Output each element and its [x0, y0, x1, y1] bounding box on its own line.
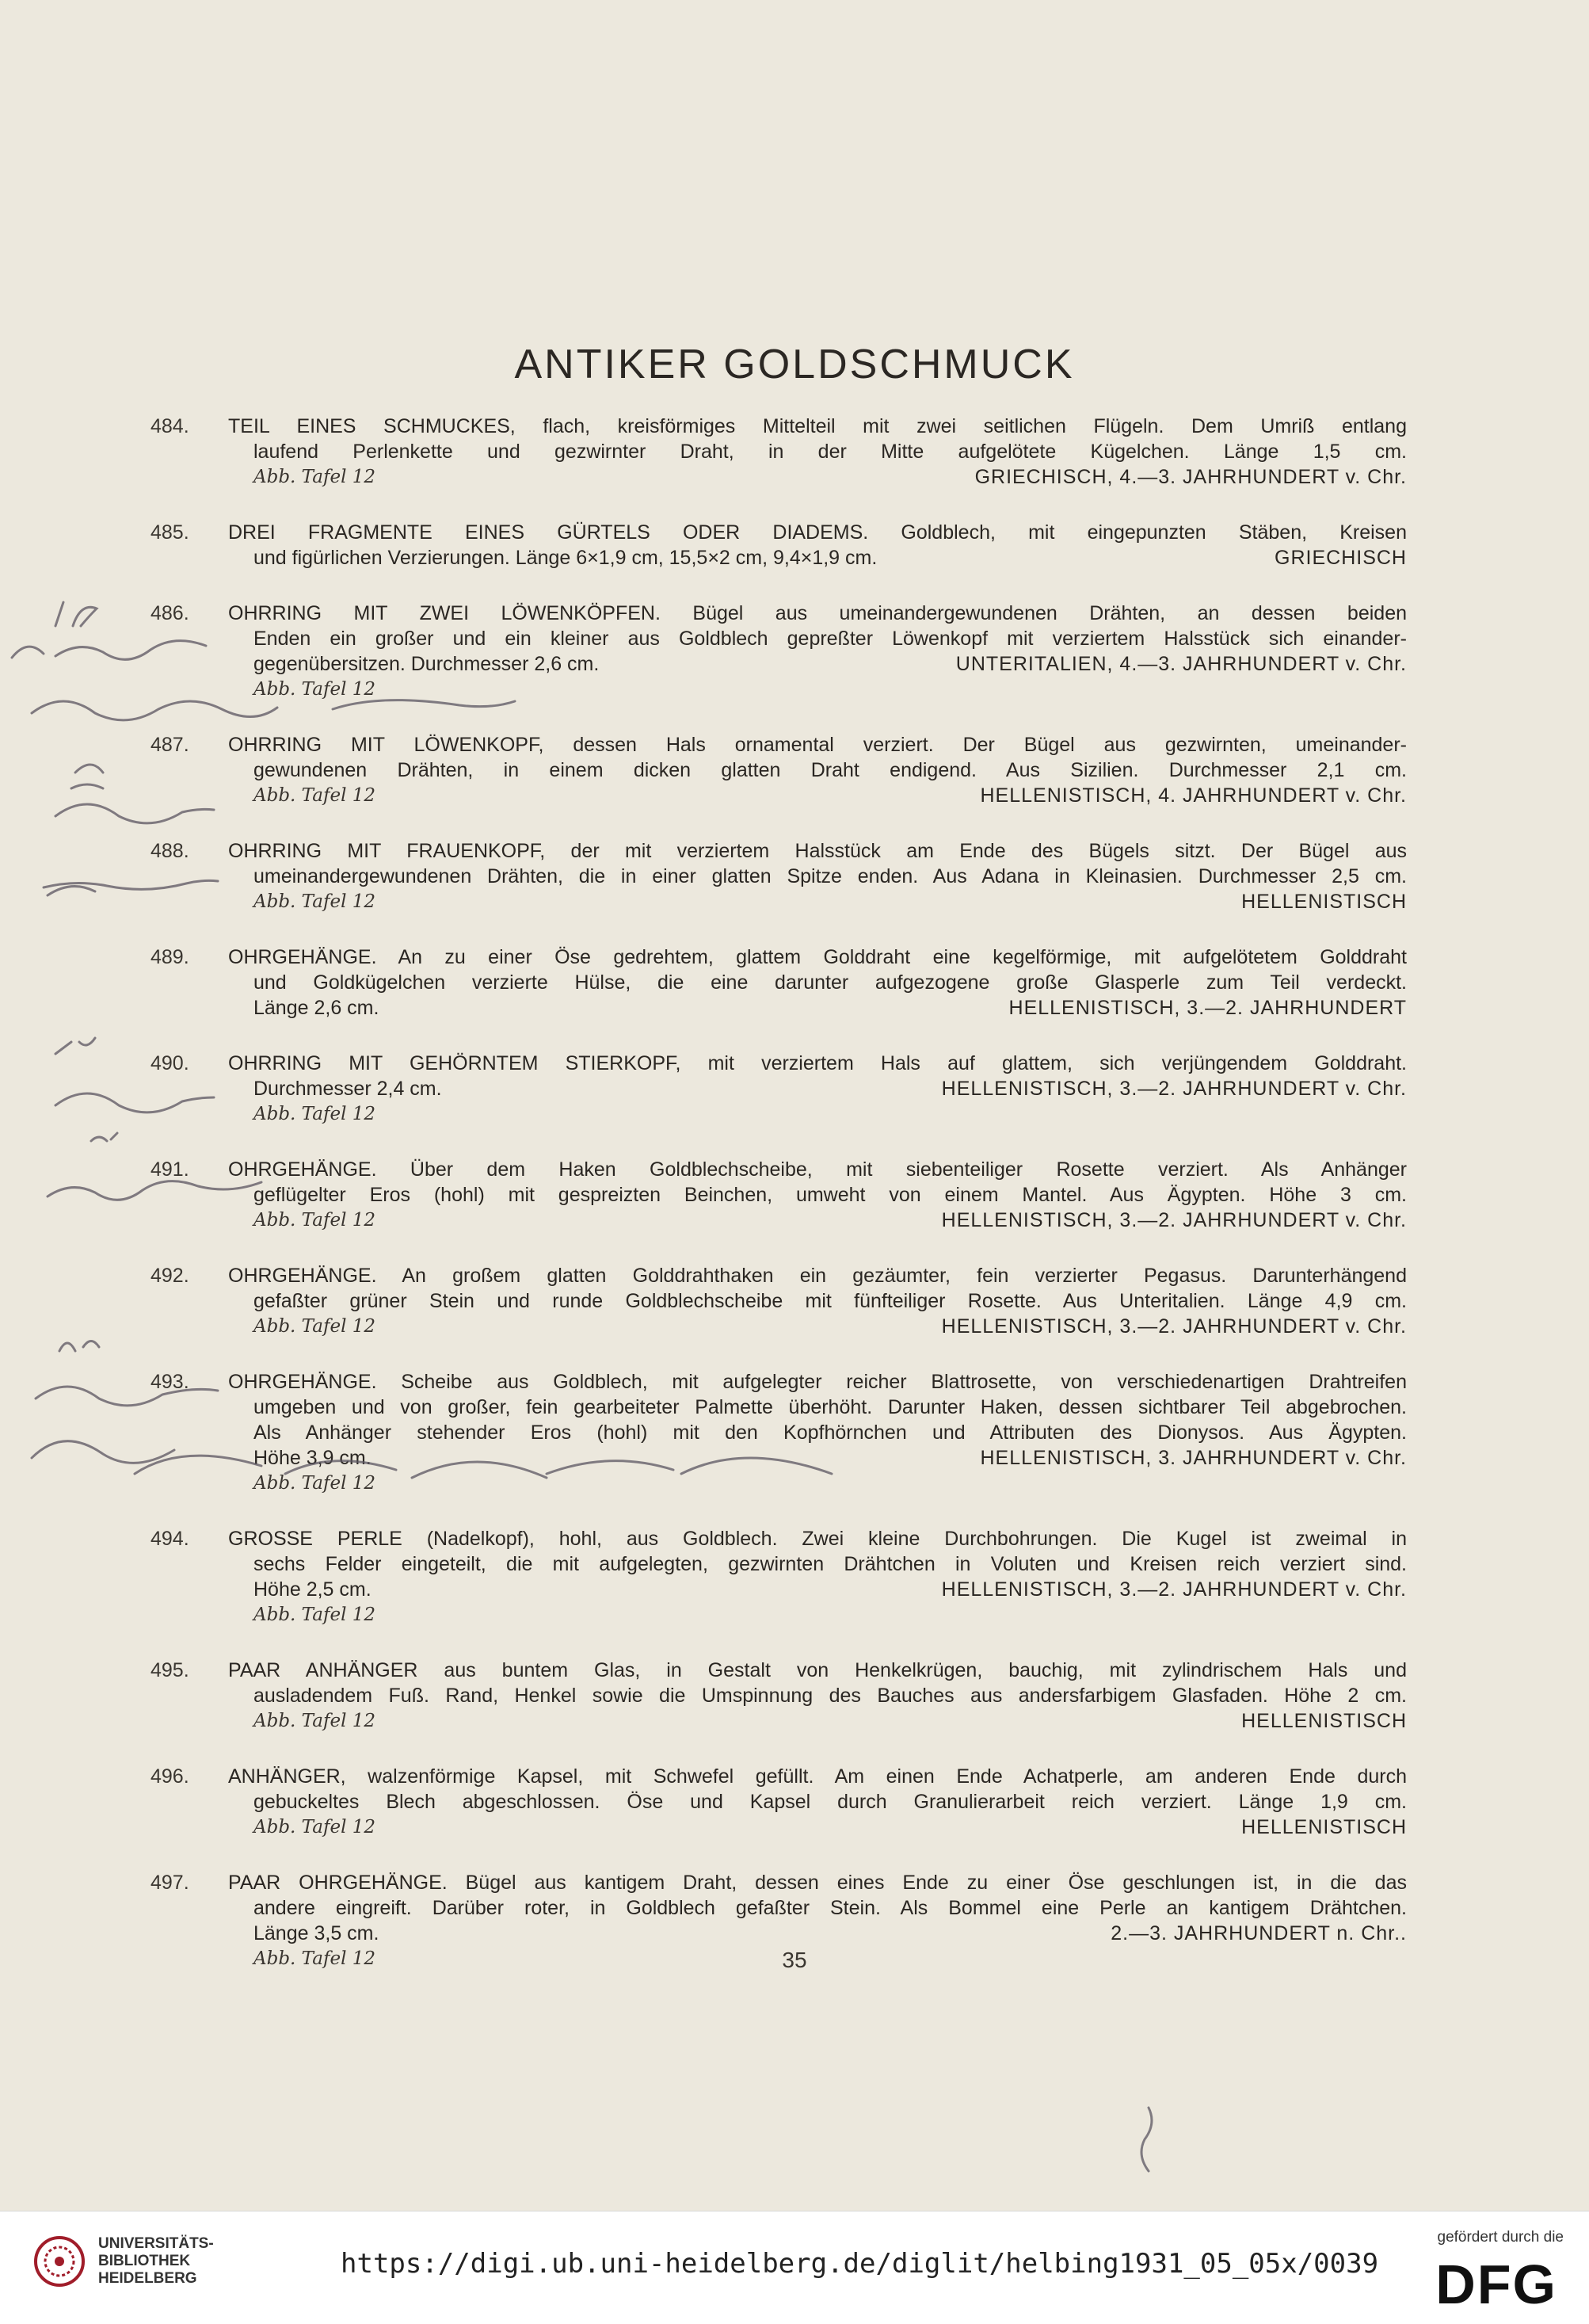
entry-description-text: und Goldkügelchen verzierte Hülse, die eine darunter aufgezogene große Glasperle zum Teil verdeckt.: [253, 971, 1407, 994]
entry-description-text: Enden ein großer und ein kleiner aus Goldblech gepreßter Löwenkopf mit verziertem Halsstück sich einander-: [253, 628, 1407, 650]
entry-origin: UNTERITALIEN, 4.—3. JAHRHUNDERT v. Chr.: [955, 653, 1407, 675]
entry-measurement-text: gegenübersitzen. Durchmesser 2,6 cm.: [253, 653, 600, 675]
entry-origin-row: [151, 1076, 1410, 1101]
entry-description-text: andere eingreift. Darüber roter, in Goldblech gefaßter Stein. Als Bommel eine Perle an kantigem Drähtchen.: [253, 1897, 1407, 1919]
entry-origin: HELLENISTISCH, 4. JAHRHUNDERT v. Chr.: [980, 784, 1407, 807]
entry-line: [151, 626, 1410, 651]
entry-number: 492.: [151, 1265, 189, 1287]
entry-description-text: gewundenen Drähten, in einem dicken glatten Draht endigend. Aus Sizilien. Durchmesser 2,1 cm.: [253, 759, 1407, 781]
entry-description-text: umeinandergewundenen Drähten, die in einer glatten Spitze enden. Aus Adana in Kleinasien. Durchmesser 2,5 cm.: [253, 865, 1407, 887]
plate-reference: Abb. Tafel 12: [253, 467, 376, 487]
entry-origin: HELLENISTISCH: [1241, 1710, 1407, 1732]
entry-plate-row: [151, 1101, 1410, 1127]
entry-number: 485.: [151, 521, 189, 544]
entry-line: [151, 1369, 1410, 1395]
entry-description-text: gebuckeltes Blech abgeschlossen. Öse und Kapsel durch Granulierarbeit reich verziert. Länge 1,9 cm.: [253, 1791, 1407, 1813]
entry-line: [151, 520, 1410, 545]
plate-reference: Abb. Tafel 12: [253, 891, 376, 912]
entry-heading-text: OHRRING MIT LÖWENKOPF, dessen Hals ornamental verziert. Der Bügel aus gezwirnten, umeinander-: [228, 734, 1407, 756]
page-number: 35: [782, 1948, 807, 1972]
entry-measurement-text: Durchmesser 2,4 cm.: [253, 1078, 442, 1100]
entry-origin: HELLENISTISCH, 3.—2. JAHRHUNDERT v. Chr.: [941, 1578, 1407, 1601]
plate-reference: Abb. Tafel 12: [253, 1711, 376, 1731]
entry-measurement-text: Höhe 2,5 cm.: [253, 1578, 372, 1601]
entry-line: [151, 414, 1410, 439]
plate-reference: Abb. Tafel 12: [253, 785, 376, 806]
entry-line: [151, 1051, 1410, 1076]
entry-origin: HELLENISTISCH: [1241, 1816, 1407, 1838]
entry-line: [151, 1658, 1410, 1683]
catalog-entry: [151, 1764, 1410, 1840]
entry-origin-row: [151, 1577, 1410, 1602]
entry-heading-text: OHRRING MIT GEHÖRNTEM STIERKOPF, mit verziertem Hals auf glattem, sich verjüngendem Golddraht.: [228, 1052, 1407, 1074]
plate-reference: Abb. Tafel 12: [253, 679, 376, 700]
entry-number: 496.: [151, 1765, 189, 1788]
entry-measurement-text: Höhe 3,9 cm.: [253, 1447, 372, 1469]
entry-origin-row: [151, 1445, 1410, 1471]
catalog-entry: [151, 601, 1410, 702]
entry-line: [151, 970, 1410, 995]
catalog-entry: [151, 1369, 1410, 1496]
entry-number: 494.: [151, 1528, 189, 1550]
funding-note: gefördert durch die: [1437, 2229, 1564, 2246]
entry-number: 490.: [151, 1052, 189, 1074]
catalog-entry: [151, 520, 1410, 571]
entry-line: [151, 1551, 1410, 1577]
entry-origin-row: [151, 651, 1410, 677]
library-name-line-3: HEIDELBERG: [98, 2270, 197, 2287]
entry-heading-text: ANHÄNGER, walzenförmige Kapsel, mit Schwefel gefüllt. Am einen Ende Achatperle, am anderen Ende durch: [228, 1765, 1407, 1788]
entry-measurement-text: und figürlichen Verzierungen. Länge 6×1,9 cm, 15,5×2 cm, 9,4×1,9 cm.: [253, 547, 878, 569]
library-logo: [32, 2234, 214, 2289]
catalog-entry: [151, 1526, 1410, 1628]
entry-origin-row: [151, 1815, 1410, 1840]
entry-origin-row: [151, 995, 1410, 1021]
entry-line: [151, 601, 1410, 626]
entry-measurement-text: Länge 2,6 cm.: [253, 997, 379, 1019]
entry-origin: HELLENISTISCH, 3. JAHRHUNDERT v. Chr.: [980, 1447, 1407, 1469]
library-name-line-1: UNIVERSITÄTS-: [98, 2235, 214, 2252]
entry-number: 486.: [151, 602, 189, 624]
entry-line: [151, 1157, 1410, 1182]
entry-origin-row: [151, 783, 1410, 808]
entry-line: [151, 1789, 1410, 1815]
entry-origin-row: [151, 464, 1410, 490]
entry-origin-row: [151, 1208, 1410, 1233]
library-seal-icon: [32, 2234, 87, 2289]
entry-line: [151, 1526, 1410, 1551]
entry-description-text: Als Anhänger stehender Eros (hohl) mit den Kopfhörnchen und Attributen des Dionysos. Aus Ägypten.: [253, 1421, 1407, 1444]
entry-line: [151, 944, 1410, 970]
entry-line: [151, 1263, 1410, 1288]
plate-reference: Abb. Tafel 12: [253, 1605, 376, 1625]
entry-line: [151, 439, 1410, 464]
entry-line: [151, 838, 1410, 864]
entry-origin-row: [151, 1921, 1410, 1946]
plate-reference: Abb. Tafel 12: [253, 1473, 376, 1494]
catalog-entry: [151, 944, 1410, 1021]
plate-reference: Abb. Tafel 12: [253, 1948, 376, 1969]
entry-line: [151, 1420, 1410, 1445]
library-name-line-2: BIBLIOTHEK: [98, 2253, 191, 2269]
entry-heading-text: OHRGEHÄNGE. Über dem Haken Goldblechscheibe, mit siebenteiliger Rosette verziert. Als Anhänger: [228, 1158, 1407, 1181]
entry-origin-row: [151, 889, 1410, 914]
entry-measurement-text: Länge 3,5 cm.: [253, 1922, 379, 1944]
entry-origin: HELLENISTISCH: [1241, 891, 1407, 913]
entry-line: [151, 1683, 1410, 1708]
entry-line: [151, 1395, 1410, 1420]
entry-line: [151, 864, 1410, 889]
entry-origin-row: [151, 1314, 1410, 1339]
dfg-logo: DFG: [1435, 2253, 1557, 2315]
page-title: ANTIKER GOLDSCHMUCK: [514, 342, 1075, 387]
catalog-entries: [151, 414, 1410, 2002]
entry-number: 495.: [151, 1659, 189, 1681]
entry-number: 497.: [151, 1872, 189, 1894]
entry-description-text: umgeben und von großer, fein gearbeiteter Palmette überhöht. Darunter Haken, dessen sichtbarer Teil abgebrochen.: [253, 1396, 1407, 1418]
entry-plate-row: [151, 1471, 1410, 1496]
entry-heading-text: OHRRING MIT ZWEI LÖWENKÖPFEN. Bügel aus umeinandergewundenen Drähten, an dessen beiden: [228, 602, 1407, 624]
entry-heading-text: TEIL EINES SCHMUCKES, flach, kreisförmiges Mittelteil mit zwei seitlichen Flügeln. Dem Umriß entlang: [228, 415, 1407, 437]
footer-bar: [0, 2211, 1589, 2324]
entry-line: [151, 1895, 1410, 1921]
plate-reference: Abb. Tafel 12: [253, 1316, 376, 1337]
entry-origin: 2.—3. JAHRHUNDERT n. Chr..: [1111, 1922, 1407, 1944]
entry-description-text: geflügelter Eros (hohl) mit gespreizten Beinchen, umweht von einem Mantel. Aus Ägypten. Höhe 3 cm.: [253, 1184, 1407, 1206]
entry-description-text: ausladendem Fuß. Rand, Henkel sowie die Umspinnung des Bauches aus andersfarbigem Glasfaden. Höhe 2 cm.: [253, 1685, 1407, 1707]
entry-number: 488.: [151, 840, 189, 862]
entry-heading-text: PAAR OHRGEHÄNGE. Bügel aus kantigem Draht, dessen eines Ende zu einer Öse geschlungen ist, in die das: [228, 1872, 1407, 1894]
entry-origin: HELLENISTISCH, 3.—2. JAHRHUNDERT v. Chr.: [941, 1209, 1407, 1231]
entry-origin: HELLENISTISCH, 3.—2. JAHRHUNDERT: [1008, 997, 1407, 1019]
entry-line: [151, 1764, 1410, 1789]
entry-number: 491.: [151, 1158, 189, 1181]
entry-number: 489.: [151, 946, 189, 968]
entry-line: [151, 1870, 1410, 1895]
catalog-entry: [151, 414, 1410, 490]
entry-line: [151, 1288, 1410, 1314]
entry-heading-text: DREI FRAGMENTE EINES GÜRTELS ODER DIADEMS. Goldblech, mit eingepunzten Stäben, Kreisen: [228, 521, 1407, 544]
catalog-entry: [151, 1263, 1410, 1339]
entry-origin: HELLENISTISCH, 3.—2. JAHRHUNDERT v. Chr.: [941, 1315, 1407, 1338]
source-url[interactable]: https://digi.ub.uni-heidelberg.de/diglit/helbing1931_05_05x/0039: [341, 2248, 1379, 2280]
entry-origin-row: [151, 1708, 1410, 1734]
entry-line: [151, 732, 1410, 757]
entry-origin: GRIECHISCH, 4.—3. JAHRHUNDERT v. Chr.: [974, 466, 1407, 488]
entry-number: 487.: [151, 734, 189, 756]
entry-heading-text: OHRGEHÄNGE. An zu einer Öse gedrehtem, glattem Golddraht eine kegelförmige, mit aufgelötetem Golddraht: [228, 946, 1407, 968]
entry-description-text: laufend Perlenkette und gezwirnter Draht, in der Mitte aufgelötete Kügelchen. Länge 1,5 cm.: [253, 441, 1407, 463]
entry-number: 493.: [151, 1371, 189, 1393]
entry-description-text: gefaßter grüner Stein und runde Goldblechscheibe mit fünfteiliger Rosette. Aus Unteritalien. Länge 4,9 cm.: [253, 1290, 1407, 1312]
library-name: [98, 2235, 214, 2288]
catalog-entry: [151, 732, 1410, 808]
entry-line: [151, 757, 1410, 783]
entry-line: [151, 1182, 1410, 1208]
entry-description-text: sechs Felder eingeteilt, die mit aufgelegten, gezwirnten Drähtchen in Voluten und Kreisen reich verziert sind.: [253, 1553, 1407, 1575]
entry-origin-row: [151, 545, 1410, 571]
entry-heading-text: OHRGEHÄNGE. An großem glatten Golddrahthaken ein gezäumter, fein verzierter Pegasus. Darunterhängend: [228, 1265, 1407, 1287]
entry-number: 484.: [151, 415, 189, 437]
plate-reference: Abb. Tafel 12: [253, 1104, 376, 1124]
catalog-entry: [151, 838, 1410, 914]
catalog-entry: [151, 1658, 1410, 1734]
entry-origin: GRIECHISCH: [1275, 547, 1407, 569]
entry-heading-text: PAAR ANHÄNGER aus buntem Glas, in Gestalt von Henkelkrügen, bauchig, mit zylindrischem Hals und: [228, 1659, 1407, 1681]
entry-plate-row: [151, 677, 1410, 702]
plate-reference: Abb. Tafel 12: [253, 1210, 376, 1231]
entry-plate-row: [151, 1602, 1410, 1628]
entry-heading-text: OHRRING MIT FRAUENKOPF, der mit verziertem Halsstück am Ende des Bügels sitzt. Der Bügel aus: [228, 840, 1407, 862]
plate-reference: Abb. Tafel 12: [253, 1817, 376, 1837]
catalog-entry: [151, 1051, 1410, 1127]
catalog-entry: [151, 1157, 1410, 1233]
entry-heading-text: OHRGEHÄNGE. Scheibe aus Goldblech, mit aufgelegter reicher Blattrosette, von verschiedenartigen Drahtreifen: [228, 1371, 1407, 1393]
entry-heading-text: GROSSE PERLE (Nadelkopf), hohl, aus Goldblech. Zwei kleine Durchbohrungen. Die Kugel ist zweimal in: [228, 1528, 1407, 1550]
entry-origin: HELLENISTISCH, 3.—2. JAHRHUNDERT v. Chr.: [941, 1078, 1407, 1100]
